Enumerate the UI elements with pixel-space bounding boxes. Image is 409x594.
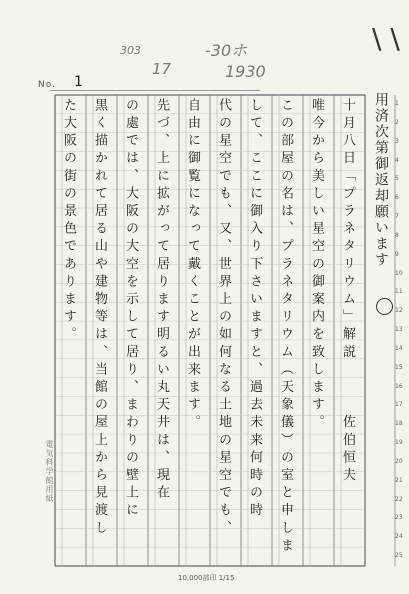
number-value: 1 bbox=[74, 74, 83, 90]
row-number: 9 bbox=[395, 250, 399, 258]
row-number: 18 bbox=[395, 420, 403, 428]
row-number: 11 bbox=[395, 288, 403, 296]
row-number: 20 bbox=[395, 457, 403, 465]
row-number: 14 bbox=[395, 344, 403, 352]
row-number: 17 bbox=[395, 401, 403, 409]
text-column-6: 自由に御覧になって戴くことが出来ます。 bbox=[185, 98, 200, 433]
row-number: 24 bbox=[395, 533, 403, 541]
text-column-5: 代の星空でも、又、世界上の如何なる土地の星空でも、 bbox=[216, 98, 231, 538]
text-column-10: た大阪の街の景色であります。 bbox=[61, 98, 76, 345]
row-number: 1 bbox=[395, 100, 399, 107]
row-number: 21 bbox=[395, 476, 403, 484]
text-column-9: 黒く描かれて居る山や建物等は、当館の屋上から見渡し bbox=[92, 98, 107, 538]
number-label: No. bbox=[38, 80, 56, 90]
row-number: 16 bbox=[395, 382, 403, 390]
pencil-note-2: -30ホ bbox=[205, 41, 248, 60]
row-number: 2 bbox=[395, 118, 399, 126]
text-column-3: この部屋の名は、プラネタリウム（天象儀）の室と申しま bbox=[278, 98, 293, 556]
text-column-1: 十月八日「プラネタリウム」解説 佐伯恒夫 bbox=[340, 98, 355, 486]
row-number: 15 bbox=[395, 363, 403, 371]
row-number: 10 bbox=[395, 269, 403, 277]
pencil-note-1: 303 bbox=[120, 44, 141, 57]
seal-stamp bbox=[376, 298, 393, 315]
row-number: 6 bbox=[395, 194, 399, 202]
row-number: 25 bbox=[395, 552, 403, 560]
text-column-4: して、ここに御入り下さいますと、過去未来何時の時 bbox=[247, 98, 262, 521]
pencil-note-3: 17 bbox=[152, 60, 172, 78]
pencil-note-4: 1930 bbox=[225, 62, 266, 81]
row-number: 7 bbox=[395, 213, 399, 221]
return-request-title: 用済次第御返却願います bbox=[373, 92, 389, 268]
row-number: 5 bbox=[395, 175, 399, 183]
row-number: 4 bbox=[395, 156, 399, 164]
pencil-slash-mark: \ \ bbox=[372, 22, 400, 55]
text-column-2: 唯今から美しい星空の御案内を致します。 bbox=[309, 98, 324, 433]
row-number: 12 bbox=[395, 307, 403, 315]
row-number: 19 bbox=[395, 439, 403, 447]
paper-imprint: 電気科学館用紙 bbox=[45, 440, 54, 503]
row-number: 13 bbox=[395, 326, 403, 334]
text-column-8: の處では、大阪の大空を示して居り、まわりの壁上に bbox=[123, 98, 138, 521]
paper-print-note: 10,000部印 1/15 bbox=[178, 574, 235, 582]
row-number: 8 bbox=[395, 231, 399, 239]
row-number: 23 bbox=[395, 514, 403, 522]
row-number: 3 bbox=[395, 137, 399, 145]
row-number: 22 bbox=[395, 495, 403, 503]
text-column-7: 先づ、上に拡がって居ります明るい丸天井は、現在 bbox=[154, 98, 169, 503]
